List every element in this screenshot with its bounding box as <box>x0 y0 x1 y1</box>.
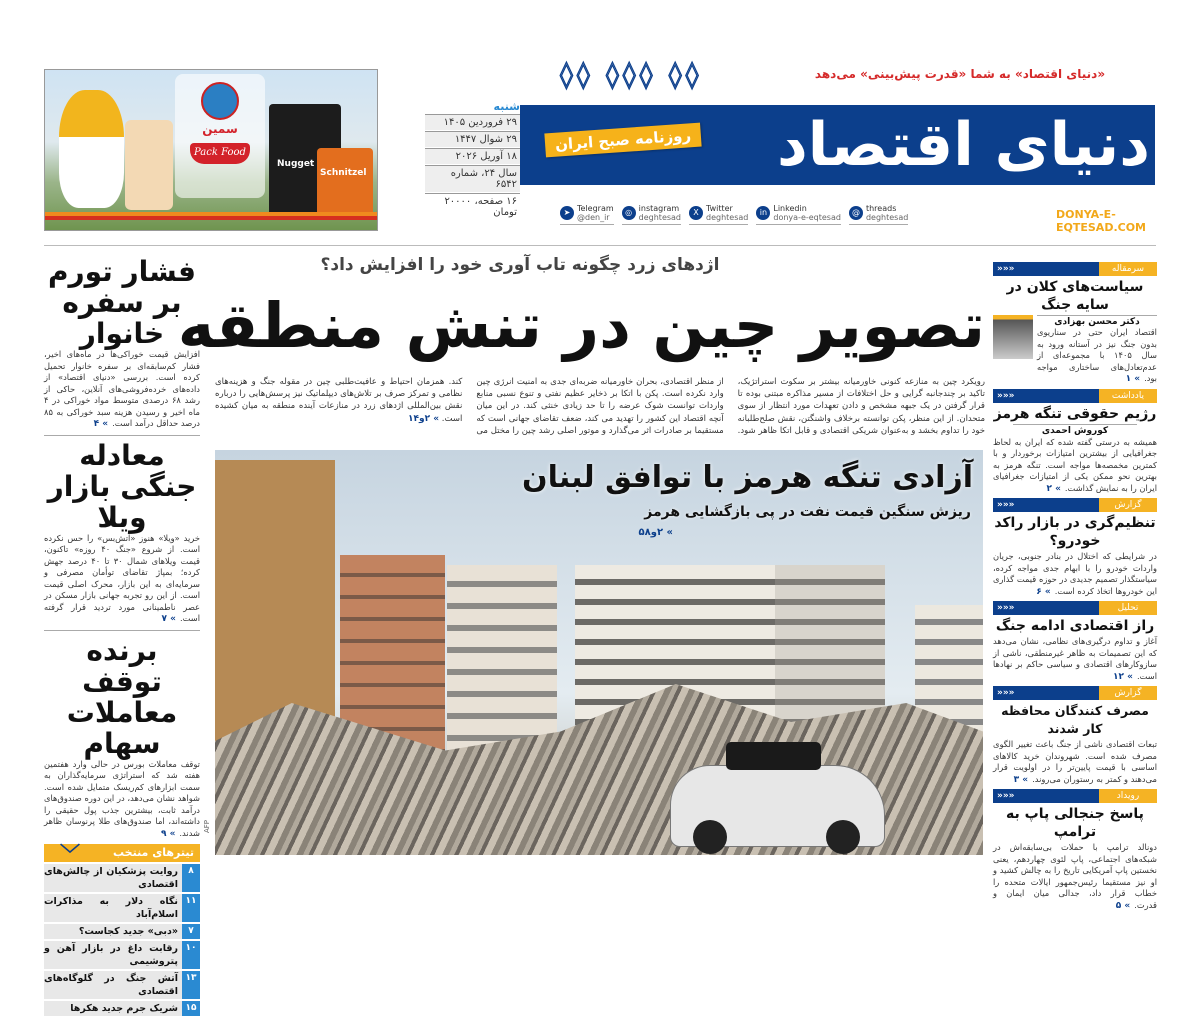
article-stock-halt[interactable] <box>44 635 200 841</box>
ad-chicken-tray-image <box>125 120 173 210</box>
page-count-price: ۱۶ صفحه، ۲۰۰۰۰ تومان <box>425 193 520 220</box>
pick-page: ۸ <box>182 864 200 892</box>
masthead-divider <box>44 245 1156 246</box>
instagram-icon: ◎ <box>622 206 636 220</box>
social-name: Twitter <box>706 204 733 213</box>
divider <box>44 630 200 631</box>
ad-schnitzel-pack-image <box>317 148 373 218</box>
selected-headlines-title <box>44 842 200 866</box>
social-telegram[interactable] <box>560 204 614 225</box>
pick-page: ۱۱ <box>182 894 200 922</box>
page-ref[interactable]: » ۹ <box>160 828 176 839</box>
selected-headlines-label: تیترهای منتخب <box>113 846 194 859</box>
pick-page: ۱۵ <box>182 1001 200 1016</box>
social-name: threads <box>865 204 897 213</box>
editorial-section[interactable] <box>993 262 1157 386</box>
chevrons-icon: ««« <box>993 498 1099 512</box>
pick-item[interactable] <box>44 1001 200 1016</box>
section-body: تبعات اقتصادی ناشی از جنگ باعث تغییر الگوی مصرف شده است. شهروندان خرید کالاهای اساسی با قیمت پایین‌تر را در اولویت قرار می‌دهند و کمتر به رستوران می‌روند. <box>993 739 1157 784</box>
lead-photo[interactable] <box>215 450 983 855</box>
article-body: توقف معاملات بورس در حالی وارد هفتمین هفته شد که استراتژی سرمایه‌گذاران به سمت ابزارهای کم‌ریسک متمایل شده است. شواهد نشان می‌دهد، در این دوره صندوق‌های درآمد ثابت، بیشترین جذب پول حقیقی را داشته‌اند، اما صندوق‌های طلا پرنوسان ظاهر شدند. <box>44 758 200 838</box>
roof-luggage <box>726 742 821 770</box>
social-instagram[interactable] <box>622 204 681 225</box>
analysis-section[interactable] <box>993 601 1157 683</box>
social-handle: deghtesad <box>706 213 749 222</box>
category-bar <box>993 601 1157 615</box>
article-headline: برنده توقف معاملات سهام <box>66 633 178 760</box>
threads-icon: @ <box>849 206 863 220</box>
category-label: گزارش <box>1099 498 1157 512</box>
x-twitter-icon: X <box>689 206 703 220</box>
social-name: Telegram <box>577 204 614 213</box>
social-name: Linkedin <box>773 204 807 213</box>
page-ref[interactable]: » ۳ <box>1013 774 1029 785</box>
page-ref[interactable]: » ۴ <box>93 419 109 429</box>
category-bar <box>993 789 1157 803</box>
article-headline: فشار تورم بر سفره خانوار <box>48 255 196 350</box>
section-headline: رژیم حقوقی تنگه هرمز <box>993 405 1157 422</box>
article-body: افزایش قیمت خوراکی‌ها در ماه‌های اخیر، فشار کم‌سابقه‌ای بر سفره خانوار تحمیل کرده است. بررسی «دنیای اقتصاد» از داده‌های خرده‌فروشی‌های آنلاین، حاکی از رشد ۶۸ درصدی متوسط مواد خوراکی در ۴ ماه اخیر و رسیدن هزینه سبد خوراکی به ۸۵ درصد حداقل درآمد است. <box>44 349 200 428</box>
category-bar <box>993 686 1157 700</box>
issue-date-box <box>425 100 520 220</box>
social-handle: deghtesad <box>865 213 909 222</box>
newspaper-logo[interactable]: دنیای اقتصاد <box>776 110 1150 180</box>
right-column <box>993 262 1157 912</box>
section-body: آغاز و تداوم درگیری‌های نظامی، نشان می‌دهد که این تصمیمات به ظاهر غیرمنطقی، ناشی از سازوکارهای اقتصادی و سیاسی حاکم بر نهادها است. <box>993 636 1157 681</box>
chevrons-icon: ««« <box>993 389 1099 403</box>
page-ref[interactable]: » ۵ <box>1115 900 1131 911</box>
category-label: سرمقاله <box>1099 262 1157 276</box>
section-headline: پاسخ جنجالی پاپ به ترامپ <box>1006 806 1144 840</box>
ad-stripe <box>45 212 377 220</box>
category-bar <box>993 498 1157 512</box>
chevrons-icon: ««« <box>993 789 1099 803</box>
author-name: دکتر محسن بهزادی <box>1037 315 1157 327</box>
social-handle: deghtesad <box>638 213 682 222</box>
social-handle: @den_ir <box>577 213 610 222</box>
ad-rooster-logo-icon <box>201 82 239 120</box>
social-threads[interactable] <box>849 204 908 225</box>
category-label: رویداد <box>1099 789 1157 803</box>
pick-page: ۱۳ <box>182 971 200 999</box>
pick-title: نگاه دلار به مذاکرات اسلام‌آباد <box>44 896 178 920</box>
report-section-2[interactable] <box>993 686 1157 786</box>
advertisement-banner[interactable] <box>44 69 378 231</box>
page-ref[interactable]: » ۲و۵۸ <box>638 527 673 538</box>
linkedin-icon: in <box>756 206 770 220</box>
main-article-body <box>215 376 985 437</box>
left-column <box>44 256 200 1016</box>
pick-title: شریک جرم جدید هکرها <box>70 1003 178 1014</box>
social-links <box>560 204 1050 225</box>
date-persian: ۲۹ فروردین ۱۴۰۵ <box>425 114 520 130</box>
section-headline: مصرف کنندگان محافظه کار شدند <box>1001 703 1149 736</box>
pick-page: ۷ <box>182 924 200 939</box>
page-ref[interactable]: » ۱۲ <box>1113 671 1133 682</box>
chevron-down-icon: ﹀ <box>60 842 80 866</box>
divider <box>44 435 200 436</box>
category-label: یادداشت <box>1099 389 1157 403</box>
pick-page: ۱۰ <box>182 941 200 969</box>
pick-item[interactable] <box>44 971 200 999</box>
ad-pack-food-logo: Pack Food <box>190 143 250 164</box>
telegram-icon: ➤ <box>560 206 574 220</box>
pick-title: آتش جنگ در گلوگاه‌های اقتصادی <box>44 973 178 997</box>
page-ref[interactable]: » ۲و۱۴ <box>408 413 440 424</box>
category-label: گزارش <box>1099 686 1157 700</box>
main-headline[interactable]: تصویر چین در تنش منطقه <box>177 289 985 362</box>
ad-chicken-product-image <box>59 90 124 208</box>
main-kicker: اژدهای زرد چگونه تاب آوری خود را افزایش داد؟ <box>320 255 720 275</box>
ad-product2-label: Schnitzel <box>320 168 367 178</box>
pick-item[interactable] <box>44 864 200 892</box>
weekday: شنبه <box>493 100 520 113</box>
section-headline: راز اقتصادی ادامه جنگ <box>995 618 1155 634</box>
pick-item[interactable] <box>44 894 200 922</box>
chevrons-icon: ««« <box>993 686 1099 700</box>
section-body: دونالد ترامپ با حملات بی‌سابقه‌اش در شبکه‌های اجتماعی، پاپ لئوی چهاردهم، یعنی نخستین پاپ آمریکایی تاریخ را به چالش کشید و او نیز مستقیما رئیس‌جمهور ایالات متحده را خطاب قرار داد، جدالی میان ایمان و قدرت. <box>993 842 1157 910</box>
social-handle: donya-e-eqtesad <box>773 213 841 222</box>
page-ref[interactable]: » ۶ <box>1036 586 1051 597</box>
logo-dots-decoration: ◊◊ ◊◊◊ ◊◊ <box>560 60 703 90</box>
section-headline: سیاست‌های کلان در سایه جنگ <box>1006 279 1144 313</box>
article-body: خرید «ویلا» هنوز «آتش‌بس» را حس نکرده است. از شروع «جنگ ۴۰ روزه» تاکنون، قیمت ویلاهای شمال ۳۰ تا ۴۰ درصد جهش کرده؛ بمپاژ تقاضای توأمان مصرفی و سرمایه‌ای به این بازار، محرک اصلی قیمت است. از این رو تجربه جهانی بازار مسکن در عصر ناطمینانی مورد تردید قرار گرفته است. <box>44 532 200 623</box>
photo-credit: AFP <box>203 820 211 834</box>
section-body: همیشه به درستی گفته شده که ایران به لحاظ جغرافیایی از بیشترین امتیازات برخوردار و با کمترین مخمصه‌ها مواجه است. تنگه هرمز به بهترین نحو ممکن یکی از امتیازات جغرافیای ایران را به نمایش گذاشت. <box>993 436 1157 493</box>
chevrons-icon: ««« <box>993 262 1099 276</box>
date-gregorian: ۱۸ آوریل ۲۰۲۶ <box>425 148 520 164</box>
author-name: کوروش احمدی <box>1013 424 1137 436</box>
pick-title: روایت پزشکیان از چالش‌های اقتصادی <box>44 866 178 890</box>
page-ref[interactable]: » ۷ <box>161 614 176 624</box>
ad-brand-name: سمین <box>202 122 238 136</box>
car <box>670 765 885 847</box>
category-label: تحلیل <box>1099 601 1157 615</box>
page-ref[interactable]: » ۲ <box>1046 483 1061 494</box>
photo-headline: آزادی تنگه هرمز با توافق لبنان <box>522 460 973 495</box>
issue-number: سال ۲۴، شماره ۶۵۴۲ <box>425 165 520 192</box>
article-headline: معادله جنگی بازار ویلا <box>47 438 197 534</box>
ad-product1-label: Nugget <box>277 159 315 169</box>
main-body-text: رویکرد چین به منازعه کنونی خاورمیانه بیشتر بر سکوت استراتژیک، تاکید بر چندجانبه گرایی و حل اختلافات از مسیر مذاکره مبتنی بوده تا قرار گرفتن در یک جبهه مشخص و دادن تعهدات مورد انتظار از سوی متحدان. از این منظر، پکن توانسته برخلاف واشنگتن، نقش صلح‌طلبانه خود را تداوم بخشد و به‌عنوان شریکی اقتصادی و قابل اتکا ظاهر شود. از منظر اقتصادی، بحران خاورمیانه ضربه‌ای جدی به امنیت انرژی چین وارد نکرده است. پکن با اتکا بر ذخایر عظیم نفتی و تنوع نسبی منابع واردات توانست شوک عرضه را تا حد زیادی خنثی کند. در این میان آنچه اقتصاد این کشور را تهدید می کند، ضعف تقاضای جهانی است که مستقیما بر صادرات اثر می‌گذارد و موتور اصلی رشد چین را مختل می کند. همزمان احتیاط و عافیت‌طلبی چین در مقوله جنگ و هزینه‌های نظامی و تمرکز صرف بر تلاش‌های دیپلماتیک نیز پرسش‌هایی را درباره نقش بین‌المللی اژدهای زرد در منازعات آینده منطقه به میان کشیده است. <box>215 377 985 436</box>
report-section[interactable] <box>993 498 1157 598</box>
photo-subheadline: ریزش سنگین قیمت نفت در پی بازگشایی هرمز <box>644 504 971 520</box>
article-inflation[interactable] <box>44 256 200 431</box>
slogan: «دنیای اقتصاد» به شما «قدرت پیش‌بینی» می‌دهد <box>814 67 1106 81</box>
pick-item[interactable] <box>44 924 200 939</box>
wheel <box>693 820 727 854</box>
article-villa-market[interactable] <box>44 440 200 626</box>
category-bar <box>993 389 1157 403</box>
date-hijri: ۲۹ شوال ۱۴۴۷ <box>425 131 520 147</box>
social-twitter[interactable] <box>689 204 748 225</box>
section-body: اقتصاد ایران حتی در سناریوی بدون جنگ نیز در آستانه ورود به سال ۱۴۰۵ با مجموعه‌ای از عدم‌تعادل‌های ساختاری مواجه بود. <box>1037 327 1157 383</box>
section-headline: تنظیم‌گری در بازار راکد خودرو؟ <box>994 515 1156 549</box>
social-name: instagram <box>638 204 680 213</box>
chevrons-icon: ««« <box>993 601 1099 615</box>
event-section[interactable] <box>993 789 1157 912</box>
wheel <box>826 820 860 854</box>
section-body: در شرایطی که اختلال در بنادر جنوبی، جریان واردات خودرو را با ابهام جدی مواجه کرده، سیاستگذار تصمیم جدیدی در حوزه قیمت گذاری این خودروها اتخاذ کرده است. <box>993 551 1157 596</box>
website-link[interactable]: DONYA-E-EQTESAD.COM <box>1056 208 1146 234</box>
ad-brand-panel <box>175 74 265 198</box>
selected-headlines <box>44 844 200 1016</box>
pick-title: رقابت داغ در بازار آهن و پتروشیمی <box>44 943 178 967</box>
pick-title: «دبی» جدید کجاست؟ <box>78 926 178 937</box>
page-ref[interactable]: » ۱ <box>1125 374 1141 384</box>
author-photo <box>993 315 1033 359</box>
note-section[interactable] <box>993 389 1157 496</box>
category-bar <box>993 262 1157 276</box>
pick-item[interactable] <box>44 941 200 969</box>
morning-paper-badge: روزنامه صبح ایران <box>544 123 701 158</box>
social-linkedin[interactable] <box>756 204 841 225</box>
